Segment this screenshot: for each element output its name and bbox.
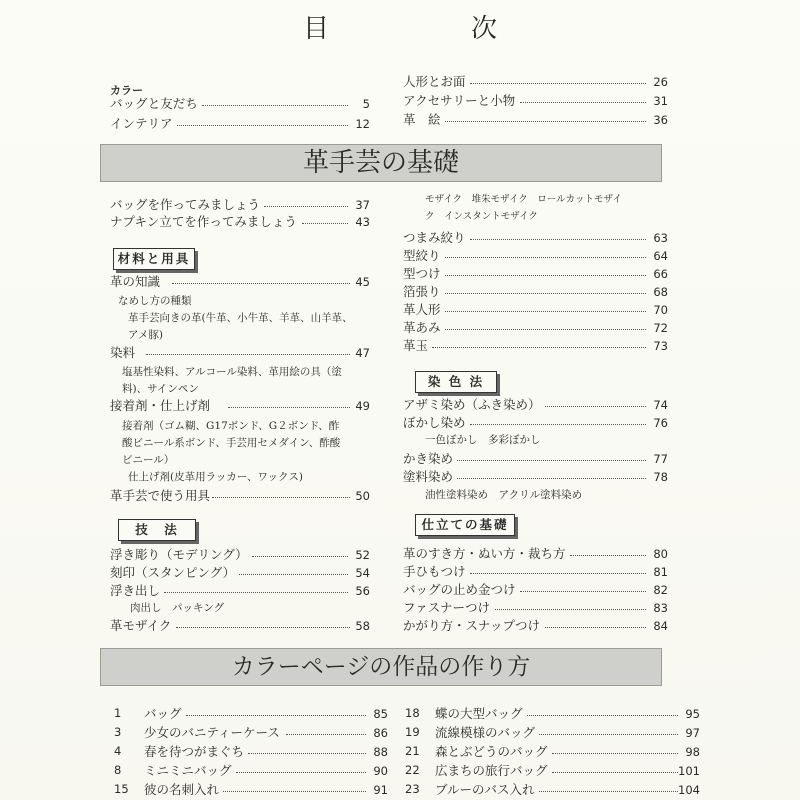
toc-entry-label: かき染め xyxy=(403,451,454,466)
toc-entry-page: 82 xyxy=(653,583,668,597)
toc-entry-page: 70 xyxy=(653,303,668,317)
toc-entry xyxy=(403,73,668,91)
toc-entry xyxy=(403,337,668,355)
toc-entry-page: 72 xyxy=(653,321,668,335)
toc-entry xyxy=(144,743,388,761)
toc-entry-page: 97 xyxy=(685,726,700,740)
toc-entry-page: 80 xyxy=(653,547,668,561)
toc-entry-page: 37 xyxy=(355,198,370,212)
toc-subentry: 油性塗料染め アクリル塗料染め xyxy=(425,489,583,501)
toc-entry-label: ナプキン立てを作ってみましょう xyxy=(110,214,297,229)
toc-entry-page: 76 xyxy=(653,416,668,430)
toc-entry-page: 78 xyxy=(653,470,668,484)
toc-entry xyxy=(403,599,668,617)
toc-entry-label: 革あみ xyxy=(403,320,441,335)
toc-entry-label: アクセサリーと小物 xyxy=(403,93,516,108)
toc-entry xyxy=(403,247,668,265)
toc-entry-page: 86 xyxy=(373,726,388,740)
work-number: 1 xyxy=(114,706,122,720)
toc-entry xyxy=(110,546,370,564)
toc-entry-page: 43 xyxy=(355,215,370,229)
section-box-finishing: 仕立ての基礎 xyxy=(415,514,515,536)
section-banner-works: カラーページの作品の作り方 xyxy=(100,648,662,686)
toc-entry-page: 77 xyxy=(653,452,668,466)
toc-entry-label: 型絞り xyxy=(403,248,441,263)
toc-subentry: なめし方の種類 xyxy=(118,295,192,307)
toc-entry-page: 85 xyxy=(373,707,388,721)
work-number: 18 xyxy=(405,706,420,720)
toc-entry-label: 箔張り xyxy=(403,284,441,299)
toc-entry: 接着剤・仕上げ剤 49 xyxy=(110,398,370,413)
toc-entry-page: 66 xyxy=(653,267,668,281)
toc-entry-label: バッグの止め金つけ xyxy=(403,582,516,597)
toc-entry xyxy=(403,92,668,110)
toc-entry-label: 手ひもつけ xyxy=(403,564,466,579)
toc-entry-label: インテリア xyxy=(110,116,173,131)
toc-entry xyxy=(403,450,668,468)
toc-entry-label: 革人形 xyxy=(403,302,441,317)
toc-entry: 革手芸で使う用具 50 xyxy=(110,488,370,503)
work-number: 21 xyxy=(405,744,420,758)
toc-entry xyxy=(403,545,668,563)
toc-entry-page: 91 xyxy=(373,783,388,797)
toc-entry xyxy=(144,762,388,780)
toc-subentry: 肉出し パッキング xyxy=(130,602,225,614)
toc-entry xyxy=(110,213,370,231)
toc-entry xyxy=(403,319,668,337)
toc-entry-label: ブルーのバス入れ xyxy=(435,782,535,797)
toc-entry xyxy=(403,581,668,599)
toc-entry-label: つまみ絞り xyxy=(403,230,466,245)
toc-entry-label: 流線模様のバッグ xyxy=(435,725,536,740)
work-number: 8 xyxy=(114,763,122,777)
toc-entry-label: バッグ xyxy=(144,706,182,721)
toc-entry-label: 広まちの旅行バッグ xyxy=(435,763,548,778)
toc-entry xyxy=(144,724,388,742)
toc-entry-label: 浮き彫り（モデリング） xyxy=(110,547,248,562)
toc-entry xyxy=(144,781,388,799)
toc-entry-page: 88 xyxy=(373,745,388,759)
toc-entry xyxy=(403,468,668,486)
toc-entry-page: 52 xyxy=(355,548,370,562)
toc-entry-page: 26 xyxy=(653,75,668,89)
toc-entry-label: 革のすき方・ぬい方・裁ち方 xyxy=(403,546,566,561)
toc-entry xyxy=(403,396,668,414)
work-number: 19 xyxy=(405,725,420,739)
toc-entry-page: 98 xyxy=(685,745,700,759)
toc-entry-page: 81 xyxy=(653,565,668,579)
toc-entry xyxy=(435,705,700,723)
toc-entry-page: 63 xyxy=(653,231,668,245)
toc-entry-label: 刻印（スタンピング） xyxy=(110,565,236,580)
toc-entry xyxy=(110,95,370,113)
toc-subentry: 料)、サインペン xyxy=(122,383,199,395)
toc-entry-page: 68 xyxy=(653,285,668,299)
page-title: 目 次 xyxy=(302,14,555,44)
toc-entry-label: 人形とお面 xyxy=(403,74,466,89)
toc-entry-page: 95 xyxy=(685,707,700,721)
toc-entry-page: 104 xyxy=(678,783,700,797)
toc-subentry: 革手芸向きの革(牛革、小牛革、羊革、山羊革、 xyxy=(128,312,353,324)
toc-entry-page: 31 xyxy=(653,94,668,108)
toc-entry-page: 54 xyxy=(355,566,370,580)
toc-entry xyxy=(403,111,668,129)
toc-entry-label: アザミ染め（ふき染め） xyxy=(403,397,541,412)
toc-entry-label: バッグと友だち xyxy=(110,96,198,111)
toc-entry-page: 73 xyxy=(653,339,668,353)
toc-subentry: ク インスタントモザイク xyxy=(425,211,538,222)
toc-entry xyxy=(403,563,668,581)
toc-subentry: アメ豚) xyxy=(128,329,163,341)
toc-subentry: ビニール） xyxy=(122,454,175,466)
toc-entry-label: ぼかし染め xyxy=(403,415,466,430)
toc-entry-label: 森とぶどうのバッグ xyxy=(435,744,548,759)
toc-entry-page: 56 xyxy=(355,584,370,598)
toc-entry xyxy=(435,743,700,761)
toc-subentry: 酸ビニール系ボンド、手芸用セメダイン、酢酸 xyxy=(122,437,341,449)
toc-entry xyxy=(403,414,668,432)
work-number: 22 xyxy=(405,763,420,777)
toc-entry-label: ミニミニバッグ xyxy=(144,763,232,778)
toc-entry-page: 64 xyxy=(653,249,668,263)
section-banner-basics: 革手芸の基礎 xyxy=(100,144,662,182)
toc-entry xyxy=(403,265,668,283)
toc-entry-label: 革 絵 xyxy=(403,112,441,127)
toc-entry: 革の知識 45 xyxy=(110,274,370,289)
toc-entry-label: 型つけ xyxy=(403,266,441,281)
work-number: 15 xyxy=(114,782,129,796)
toc-entry-label: 春を待つがまぐち xyxy=(144,744,245,759)
toc-entry xyxy=(110,582,370,600)
work-number: 4 xyxy=(114,744,122,758)
toc-subentry: モザイク 堆朱モザイク ロールカットモザイ xyxy=(425,194,622,205)
toc-entry xyxy=(435,762,700,780)
toc-entry-page: 74 xyxy=(653,398,668,412)
toc-entry xyxy=(435,781,700,799)
toc-entry xyxy=(403,301,668,319)
section-box-materials: 材料と用具 xyxy=(113,248,195,270)
toc-entry-label: ファスナーつけ xyxy=(403,600,491,615)
toc-subentry: 塩基性染料、アルコール染料、革用絵の具（塗 xyxy=(122,366,342,378)
toc-entry-page: 83 xyxy=(653,601,668,615)
toc-entry-page: 101 xyxy=(678,764,700,778)
toc-entry-page: 12 xyxy=(355,117,370,131)
toc-entry xyxy=(144,705,388,723)
toc-entry-label: バッグを作ってみましょう xyxy=(110,197,261,212)
toc-entry-page: 5 xyxy=(362,97,370,111)
work-number: 3 xyxy=(114,725,122,739)
toc-subentry: 仕上げ剤(皮革用ラッカー、ワックス) xyxy=(128,471,303,483)
toc-entry: 染料 47 xyxy=(110,345,370,360)
toc-entry xyxy=(403,283,668,301)
toc-entry-label: かがり方・スナップつけ xyxy=(403,618,541,633)
toc-entry: 革モザイク 58 xyxy=(110,618,370,633)
toc-entry-label: 少女のバニティーケース xyxy=(144,725,280,740)
work-number: 23 xyxy=(405,782,420,796)
toc-entry xyxy=(403,229,668,247)
section-box-dyeing: 染 色 法 xyxy=(415,371,497,393)
toc-entry xyxy=(110,115,370,133)
toc-entry-page: 90 xyxy=(373,764,388,778)
color-heading: カラー xyxy=(110,84,143,97)
toc-entry-label: 蝶の大型バッグ xyxy=(435,706,523,721)
toc-subentry: 接着剤（ゴム糊、G17ボンド、G２ボンド、酢 xyxy=(122,420,340,432)
toc-entry xyxy=(435,724,700,742)
toc-entry-label: 浮き出し xyxy=(110,583,161,598)
toc-entry-label: 塗料染め xyxy=(403,469,454,484)
toc-entry xyxy=(403,617,668,635)
section-box-techniques: 技 法 xyxy=(118,519,196,541)
toc-entry xyxy=(110,564,370,582)
toc-entry-page: 84 xyxy=(653,619,668,633)
toc-subentry: 一色ぼかし 多彩ぼかし xyxy=(425,434,541,446)
toc-entry xyxy=(110,196,370,214)
toc-entry-label: 彼の名刺入れ xyxy=(144,782,220,797)
toc-entry-page: 36 xyxy=(653,113,668,127)
toc-entry-label: 革玉 xyxy=(403,338,429,353)
